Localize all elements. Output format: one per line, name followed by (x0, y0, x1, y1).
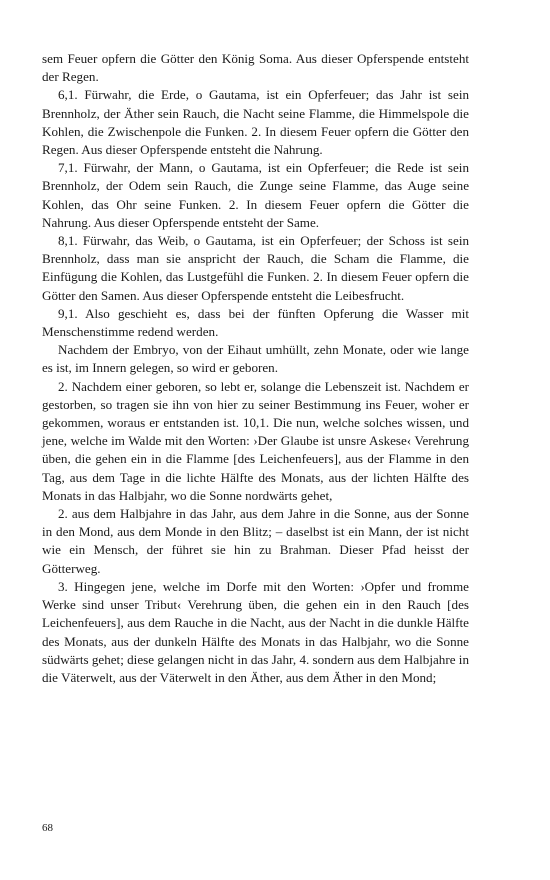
paragraph-7-1: 7,1. Fürwahr, der Mann, o Gautama, ist ein Opferfeuer; die Rede ist sein Brennholz, der Odem sein Rauch, die Zunge seine Flamme, das Auge seine Kohlen, das Ohr seine Funken. 2. In diesem Feuer opfern die Götter die Nahrung. Aus dieser Opferspende entsteht der Same. (42, 160, 469, 230)
page-body (42, 50, 469, 687)
paragraph-10-2: 2. aus dem Halbjahre in das Jahr, aus dem Jahre in die Sonne, aus der Sonne in den Mond, aus dem Monde in den Blitz; – daselbst ist ein Mann, der ist nicht wie ein Mensch, der führet sie hin zu Brahman. Dieser Pfad heisst der Götterweg. (42, 506, 469, 576)
paragraph-9-2: 2. Nachdem einer geboren, so lebt er, solange die Lebenszeit ist. Nachdem er gestorben, so tragen sie ihn von hier zu seiner Bestimmung ins Feuer, woher er gekommen, woraus er entstanden ist. 10,1. Die nun, welche solches wissen, und jene, welche im Walde mit den Worten: ›Der Glaube ist unsre Askese‹ Verehrung üben, die gehen ein in die Flamme [des Leichenfeuers], aus der Flamme in den Tag, aus dem Tage in die lichte Hälfte des Monats, aus der lichten Hälfte des Monats in das Halbjahr, wo die Sonne nordwärts gehet, (42, 378, 469, 503)
page-number: 68 (42, 822, 53, 834)
paragraph-8-1: 8,1. Fürwahr, das Weib, o Gautama, ist ein Opferfeuer; der Schoss ist sein Brennholz, dass man sie anspricht der Rauch, die Scham die Flamme, die Einfügung die Kohlen, das Lustgefühl die Funken. 2. In diesem Feuer opfern die Götter den Samen. Aus dieser Opferspende entsteht die Leibesfrucht. (42, 233, 469, 303)
paragraph-10-3: 3. Hingegen jene, welche im Dorfe mit den Worten: ›Opfer und fromme Werke sind unser Tribut‹ Verehrung üben, die gehen ein in den Rauch [des Leichenfeuers], aus dem Rauche in die Nacht, aus der Nacht in die dunkle Hälfte des Monats, aus der dunkeln Hälfte des Monats in das Halbjahr, wo die Sonne südwärts gehet; diese gelangen nicht in das Jahr, 4. sondern aus dem Halbjahre in die Väterwelt, aus der Väterwelt in den Äther, aus dem Äther in den Mond; (42, 578, 469, 685)
paragraph-6-1: 6,1. Fürwahr, die Erde, o Gautama, ist ein Opferfeuer; das Jahr ist sein Brennholz, der Äther sein Rauch, die Nacht seine Flamme, die Himmelspole die Kohlen, die Zwischenpole die Funken. 2. In diesem Feuer opfern die Götter den Regen. Aus dieser Opferspende entsteht die Nahrung. (42, 87, 469, 158)
paragraph-9-1: 9,1. Also geschieht es, dass bei der fünften Opferung die Wasser mit Menschenstimme redend werden. (42, 305, 469, 340)
paragraph-continuation: sem Feuer opfern die Götter den König Soma. Aus dieser Opferspende entsteht der Regen. (42, 51, 469, 85)
paragraph-embryo: Nachdem der Embryo, von der Eihaut umhüllt, zehn Monate, oder wie lange es ist, im Innern gelegen, so wird er geboren. (42, 342, 469, 376)
